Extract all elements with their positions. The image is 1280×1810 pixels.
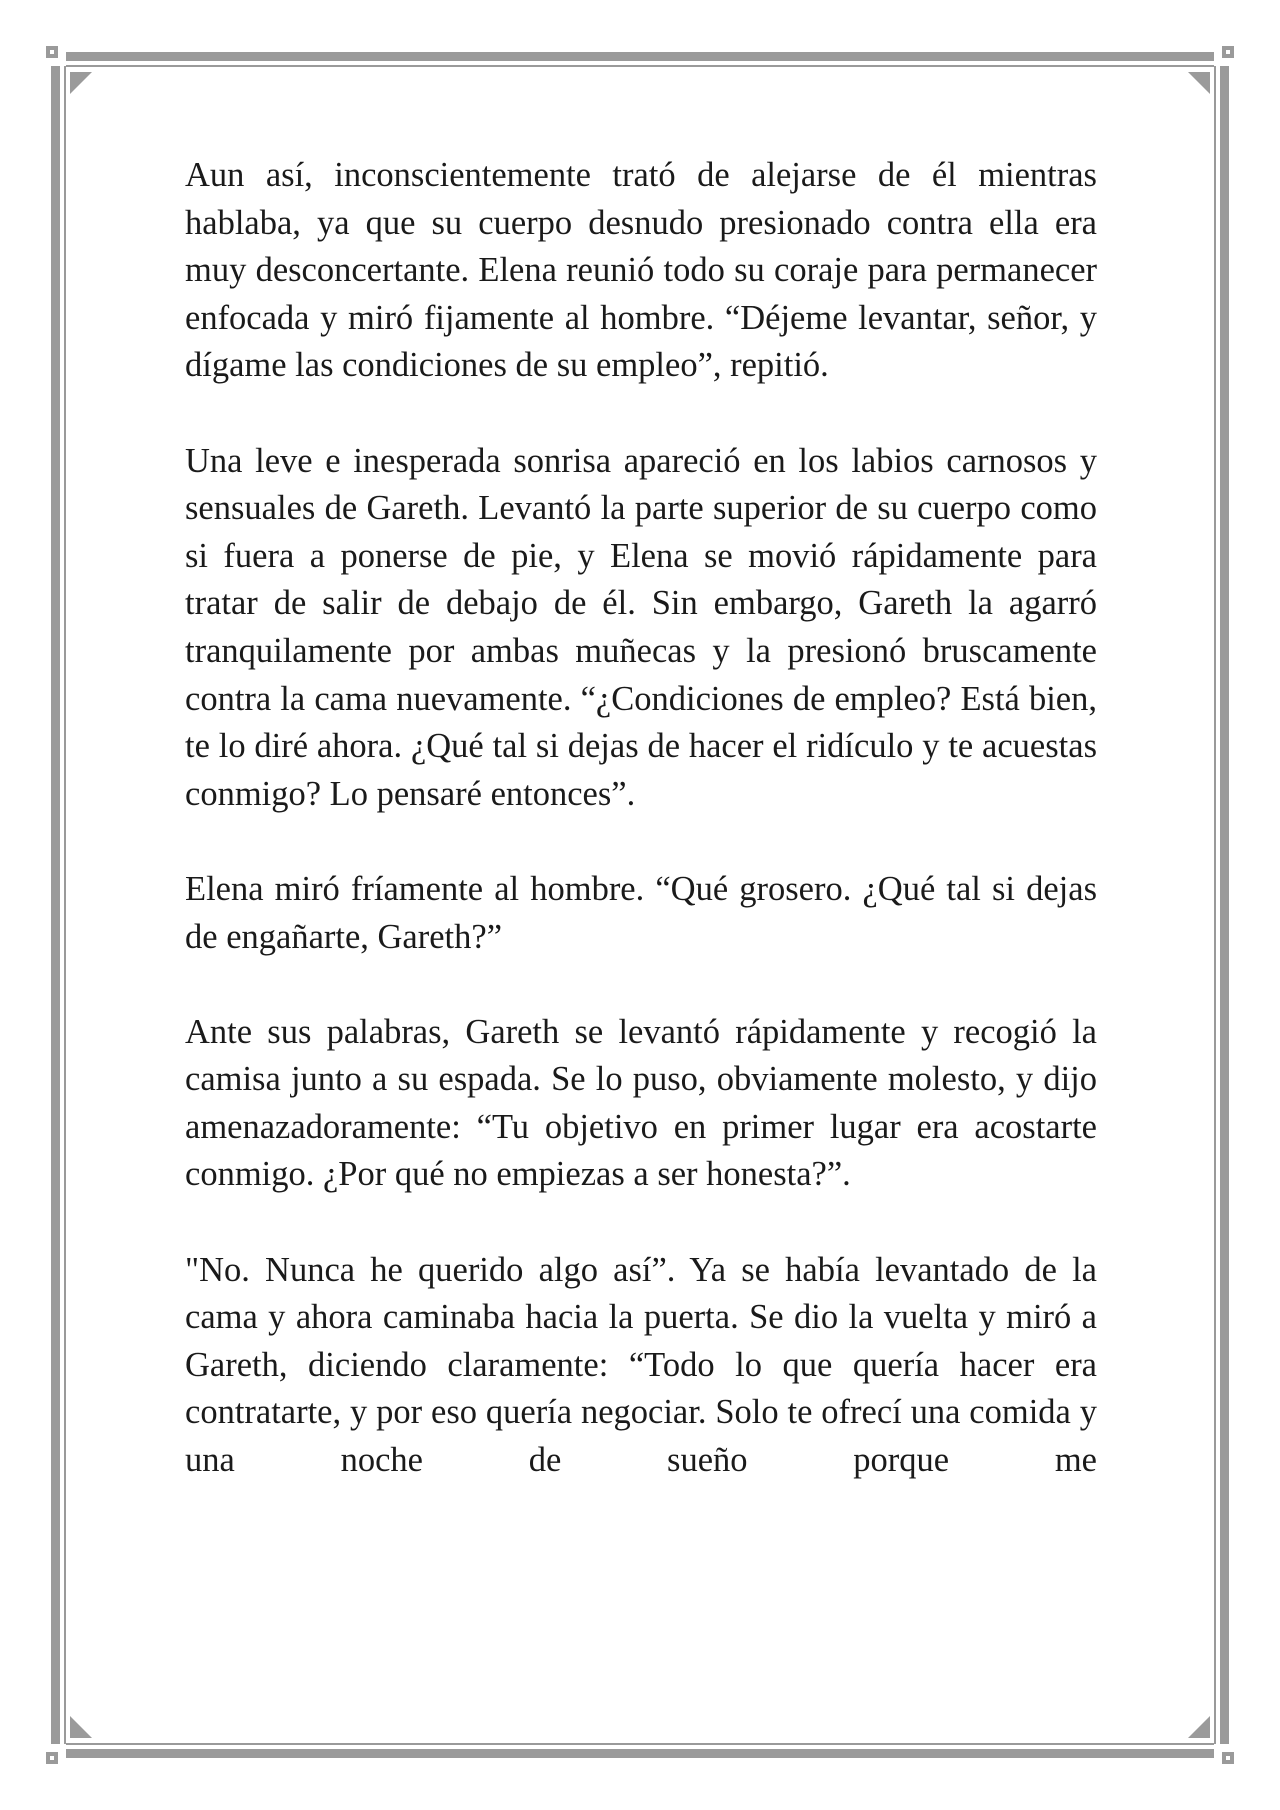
paragraph-5: "No. Nunca he querido algo así”. Ya se había levantado de la cama y ahora caminaba hacia la puerta. Se dio la vuelta y miró a Gareth, diciendo claramente: “Todo lo que quería hacer era contratarte, y por eso quería negociar. Solo te ofrecí una comida y una noche de sueño porque me [185, 1250, 1097, 1480]
paragraph-2: Una leve e inesperada sonrisa apareció en los labios carnosos y sensuales de Gareth. Levantó la parte superior de su cuerpo como si fuera a ponerse de pie, y Elena se movió rápidamente para tratar de salir de debajo de él. Sin embargo, Gareth la agarró tranquilamente por ambas muñecas y la presionó bruscamente contra la cama nuevamente. “¿Condiciones de empleo? Está bien, te lo diré ahora. ¿Qué tal si dejas de hacer el ridículo y te acuestas conmigo? Lo pensaré entonces”. [185, 441, 1097, 813]
paragraph-1: Aun así, inconscientemente trató de alejarse de él mientras hablaba, ya que su cuerpo desnudo presionado contra ella era muy desconcertante. Elena reunió todo su coraje para permanecer enfocada y miró fijamente al hombre. “Déjeme levantar, señor, y dígame las condiciones de su empleo”, repitió. [185, 156, 1097, 385]
paragraph-4: Ante sus palabras, Gareth se levantó rápidamente y recogió la camisa junto a su espada. Se lo puso, obviamente molesto, y dijo amenazadoramente: “Tu objetivo en primer lugar era acostarte conmigo. ¿Por qué no empiezas a ser honesta?”. [185, 1012, 1097, 1194]
paragraph-3: Elena miró fríamente al hombre. “Qué grosero. ¿Qué tal si dejas de engañarte, Gareth?” [185, 869, 1097, 956]
body-text [185, 152, 1097, 1532]
